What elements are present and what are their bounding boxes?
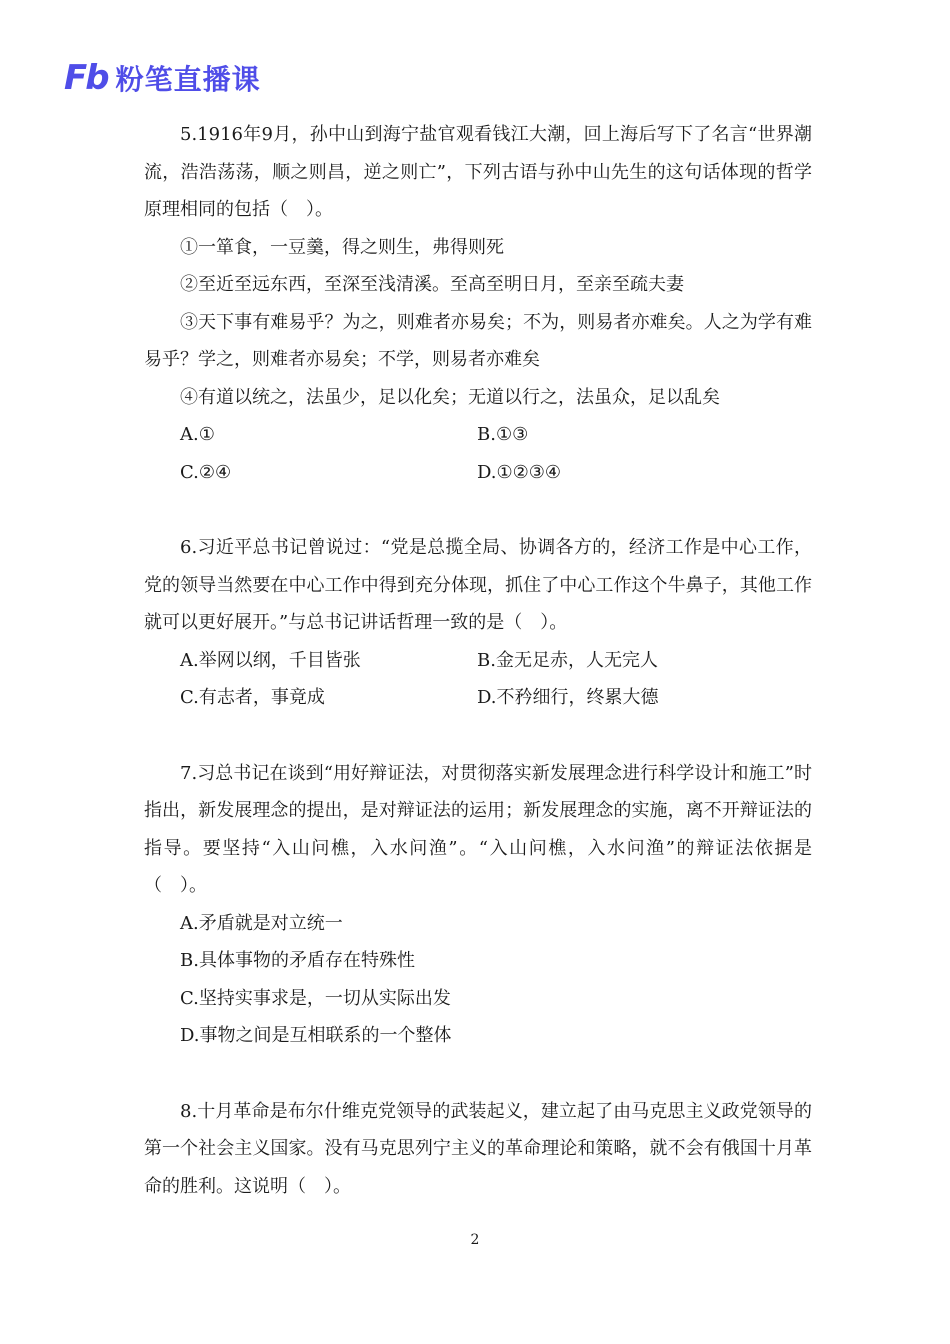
question-6-option-c: C.有志者，事竟成 [180, 687, 325, 708]
question-5-item-4: ④有道以统之，法虽少，足以化矣；无道以行之，法虽众，足以乱矣 [180, 386, 720, 408]
question-5-option-c: C.②④ [180, 461, 232, 483]
brand-logo [64, 58, 261, 98]
question-6-option-d: D.不矜细行，终累大德 [477, 687, 659, 708]
spacer [144, 717, 812, 755]
logo-text: 粉笔直播课 [115, 63, 261, 96]
question-5-options-row-1 [144, 416, 812, 454]
question-5-stem: 5.1916年9月，孙中山到海宁盐官观看钱江大潮，回上海后写下了名言“世界潮流，浩浩荡荡，顺之则昌，逆之则亡”，下列古语与孙中山先生的这句话体现的哲学原理相同的包括（ ）。 [144, 124, 812, 220]
question-7-option-d: D.事物之间是互相联系的一个整体 [180, 1025, 452, 1046]
question-5-option-d: D.①②③④ [477, 461, 562, 483]
logo-mark: Fb [64, 58, 108, 98]
question-7-option-c: C.坚持实事求是，一切从实际出发 [180, 987, 451, 1009]
question-5-item-2: ②至近至远东西，至深至浅清溪。至高至明日月，至亲至疏夫妻 [180, 274, 684, 295]
question-7-option-a: A.矛盾就是对立统一 [180, 912, 343, 934]
question-6-stem: 6.习近平总书记曾说过：“党是总揽全局、协调各方的，经济工作是中心工作，党的领导当然要在中心工作中得到充分体现，抓住了中心工作这个牛鼻子，其他工作就可以更好展开。”与总书记讲话哲理一致的是（ ）。 [144, 537, 812, 633]
question-6-option-b: B.金无足赤，人无完人 [477, 649, 658, 671]
question-5-item-3: ③天下事有难易乎？为之，则难者亦易矣；不为，则易者亦难矣。人之为学有难易乎？学之，则难者亦易矣；不学，则易者亦难矣 [144, 311, 812, 370]
question-6-options-row-1 [144, 642, 812, 680]
question-5-option-a: A.① [180, 424, 215, 445]
spacer [144, 1055, 812, 1093]
spacer [144, 491, 812, 529]
question-5-options-row-2 [144, 454, 812, 492]
question-7-option-b: B.具体事物的矛盾存在特殊性 [180, 950, 415, 971]
question-8-stem: 8.十月革命是布尔什维克党领导的武装起义，建立起了由马克思主义政党领导的第一个社会主义国家。没有马克思列宁主义的革命理论和策略，就不会有俄国十月革命的胜利。这说明（ ）。 [144, 1100, 812, 1197]
question-7-stem: 7.习总书记在谈到“用好辩证法，对贯彻落实新发展理念进行科学设计和施工”时指出，新发展理念的提出，是对辩证法的运用；新发展理念的实施，离不开辩证法的指导。要坚持“入山问樵，入水问渔”。“入山问樵，入水问渔”的辩证法依据是（ ）。 [144, 762, 812, 896]
question-5-option-b: B.①③ [477, 424, 529, 445]
question-6-options-row-2 [144, 679, 812, 717]
page-number: 2 [470, 1232, 480, 1248]
question-6-option-a: A.举网以纲，千目皆张 [180, 649, 361, 671]
document-body [144, 116, 812, 1205]
question-5-item-1: ①一箪食，一豆羹，得之则生，弗得则死 [180, 236, 504, 258]
